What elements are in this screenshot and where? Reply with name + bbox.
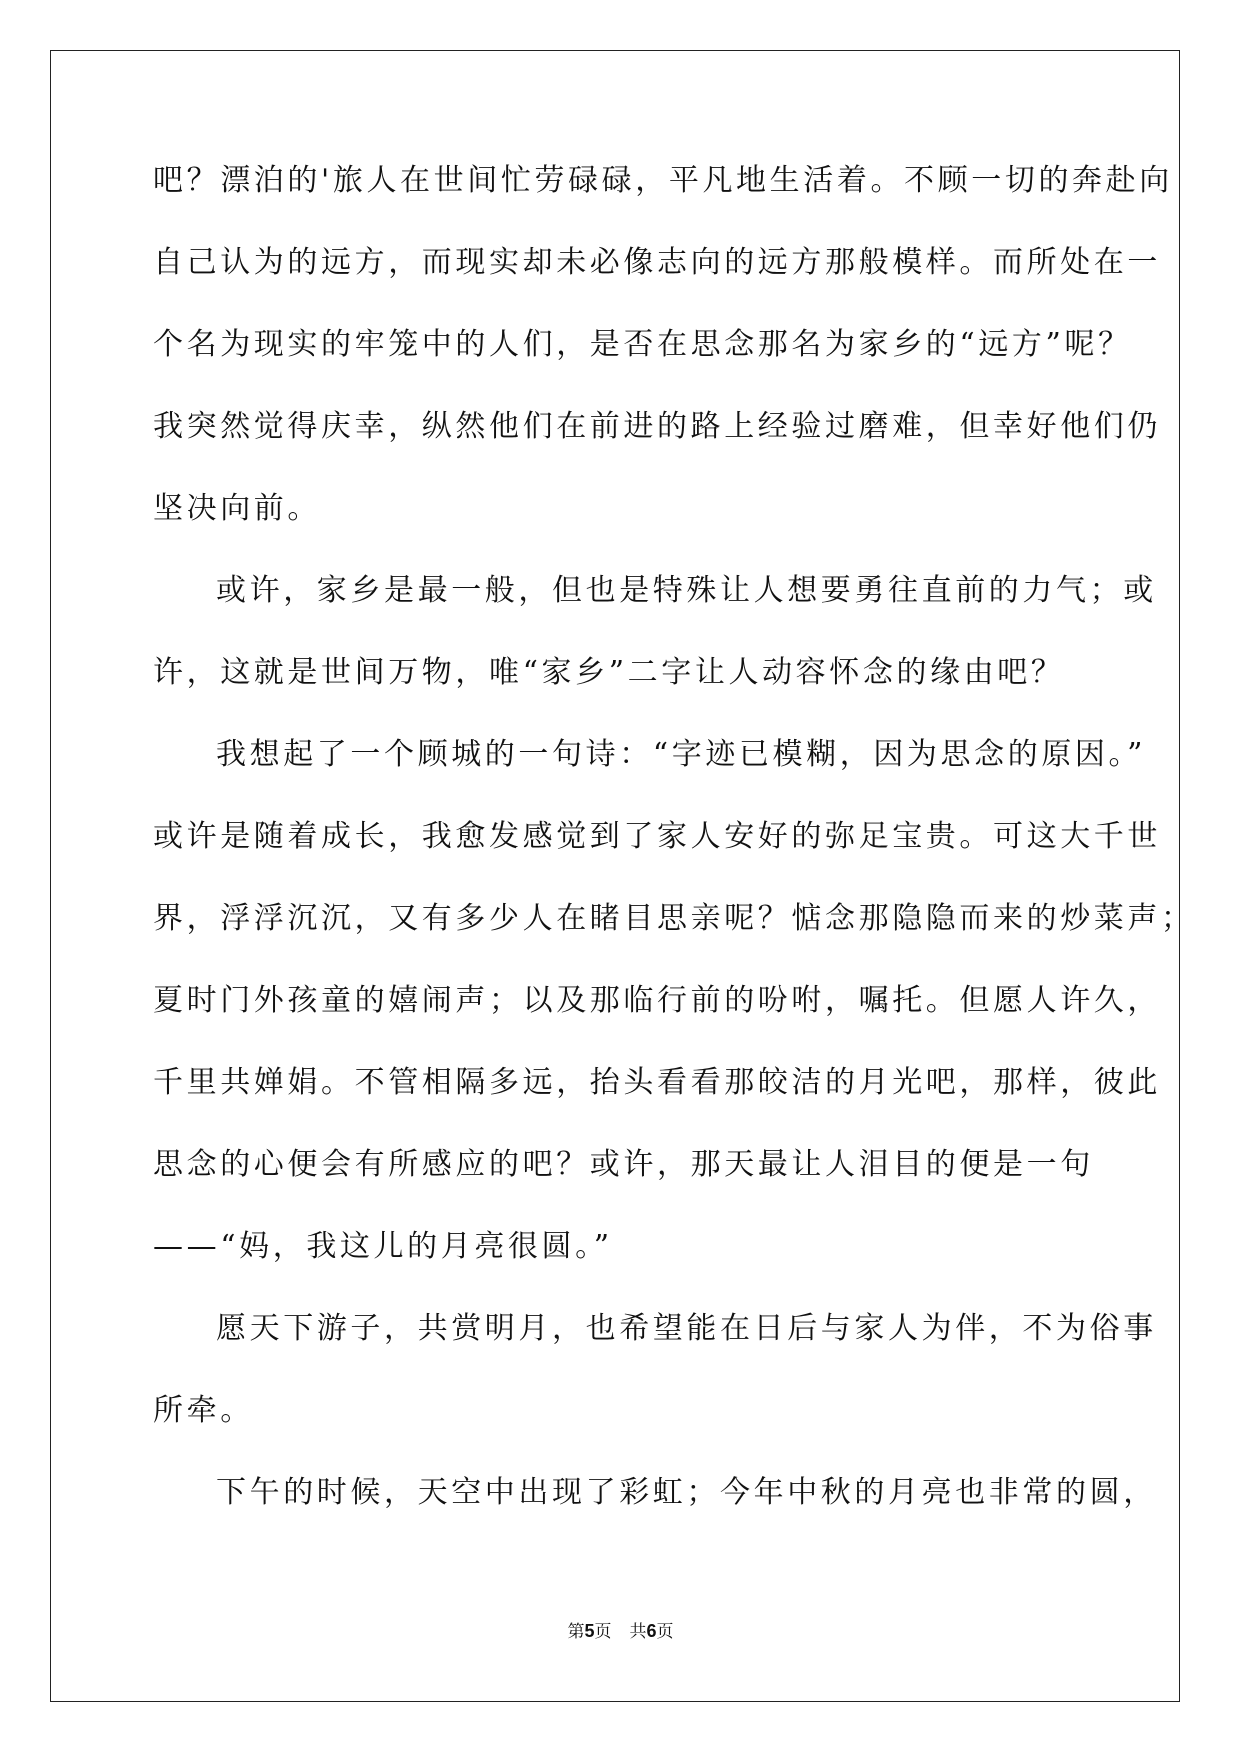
total-suffix: 页	[656, 1622, 674, 1642]
page-prefix: 第	[567, 1622, 585, 1642]
text-line: 思念的心便会有所感应的吧？或许，那天最让人泪目的便是一句	[153, 1147, 1094, 1182]
text-line: 个名为现实的牢笼中的人们，是否在思念那名为家乡的“远方”呢？	[153, 327, 1132, 362]
paragraph-start-line: 愿天下游子，共赏明月，也希望能在日后与家人为伴，不为俗事	[216, 1311, 1157, 1346]
text-line: 界，浮浮沉沉，又有多少人在睹目思亲呢？惦念那隐隐而来的炒菜声；	[153, 901, 1195, 936]
page-suffix: 页	[594, 1622, 612, 1642]
text-line: 吧？漂泊的'旅人在世间忙劳碌碌，平凡地生活着。不顾一切的奔赴向	[153, 163, 1173, 198]
text-line: 或许是随着成长，我愈发感觉到了家人安好的弥足宝贵。可这大千世	[153, 819, 1161, 854]
text-line: 坚决向前。	[153, 491, 321, 526]
total-prefix: 共	[629, 1622, 647, 1642]
paragraph-start-line: 下午的时候，天空中出现了彩虹；今年中秋的月亮也非常的圆，	[216, 1475, 1157, 1510]
text-line: 千里共婵娟。不管相隔多远，抬头看看那皎洁的月光吧，那样，彼此	[153, 1065, 1161, 1100]
text-line: 许，这就是世间万物，唯“家乡”二字让人动容怀念的缘由吧？	[153, 655, 1065, 690]
text-line: 我突然觉得庆幸，纵然他们在前进的路上经验过磨难，但幸好他们仍	[153, 409, 1161, 444]
paragraph-start-line: 或许，家乡是最一般，但也是特殊让人想要勇往直前的力气；或	[216, 573, 1157, 608]
text-line: 所牵。	[153, 1393, 254, 1428]
document-body	[153, 153, 1195, 1547]
paragraph-start-line: 我想起了一个顾城的一句诗：“字迹已模糊，因为思念的原因。”	[216, 737, 1147, 772]
text-line: 夏时门外孩童的嬉闹声；以及那临行前的吩咐，嘱托。但愿人许久，	[153, 983, 1161, 1018]
page-footer	[0, 1617, 1241, 1642]
text-line: ——“妈，我这儿的月亮很圆。”	[153, 1229, 613, 1264]
total-pages: 6	[646, 1621, 657, 1641]
page-number: 5	[584, 1621, 595, 1641]
text-line: 自己认为的远方，而现实却未必像志向的远方那般模样。而所处在一	[153, 245, 1161, 280]
